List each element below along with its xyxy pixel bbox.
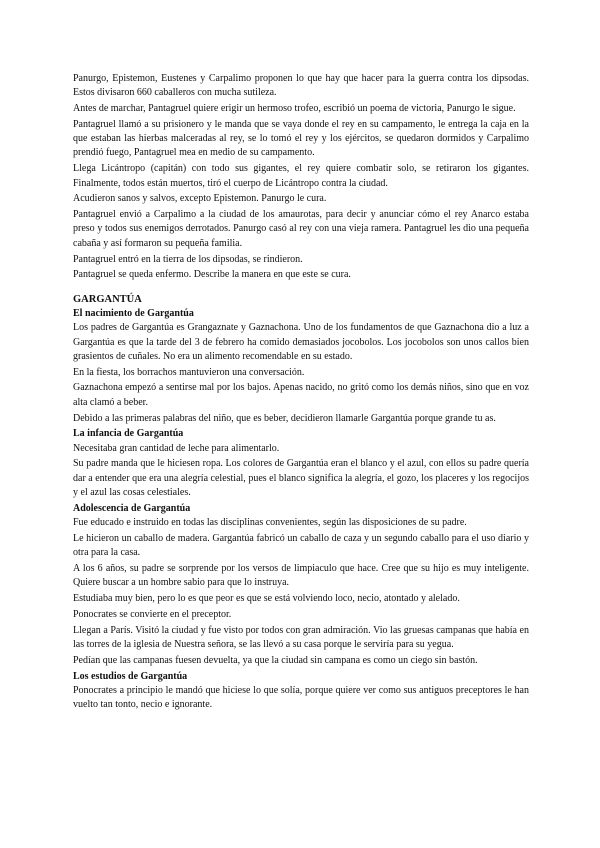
paragraph: En la fiesta, los borrachos mantuvieron una conversación. xyxy=(73,366,305,378)
subsection-heading: El nacimiento de Gargantúa xyxy=(73,307,194,319)
paragraph: Acudieron sanos y salvos, excepto Epistemon. Panurgo le cura. xyxy=(73,193,327,205)
paragraph: Ponocrates se convierte en el preceptor. xyxy=(73,608,232,620)
paragraph: Pedían que las campanas fuesen devuelta, ya que la ciudad sin campana es como un ciego sin bastón. xyxy=(73,654,478,666)
section-title-gargantua: GARGANTÚA xyxy=(73,293,142,305)
subsection-heading: La infancia de Gargantúa xyxy=(73,428,184,440)
document-page xyxy=(73,72,529,714)
paragraph: Debido a las primeras palabras del niño, que es beber, decidieron llamarle Gargantúa porque grande tu as. xyxy=(73,412,496,424)
paragraph: Gaznachona empezó a sentirse mal por los bajos. Apenas nacido, no gritó como los demás niños, sino que en voz alta clamó a beber. xyxy=(73,382,529,408)
paragraph: Llegan a París. Visitó la ciudad y fue visto por todos con gran admiración. Vio las gruesas campanas que había en las torres de la iglesia de Nuestra señora, se las llevó a su casa porque le serviría para su yegua. xyxy=(73,624,529,650)
paragraph: Llega Licántropo (capitán) con todo sus gigantes, el rey quiere combatir solo, se retiraron los gigantes. Finalmente, todos están muertos, tiró el cuerpo de Licántropo contra la ciudad. xyxy=(73,163,529,189)
paragraph: Pantagruel se queda enfermo. Describe la manera en que este se cura. xyxy=(73,269,351,281)
paragraph: Los padres de Gargantúa es Grangaznate y Gaznachona. Uno de los fundamentos de que Gaznachona dio a luz a Gargantúa es que la tarde del 3 de febrero ha comido demasiados jocobolos. Los jocobolos son unos callos bien grasientos de cuñales. No era un alimento recomendable en su estado. xyxy=(73,322,529,362)
paragraph: Ponocrates a principio le mandó que hiciese lo que solía, porque quiere ver como sus antiguos preceptores le han vuelto tan tonto, necio e ignorante. xyxy=(73,684,529,711)
subsection-heading: Los estudios de Gargantúa xyxy=(73,670,188,682)
paragraph: Su padre manda que le hiciesen ropa. Los colores de Gargantúa eran el blanco y el azul, con ellos su padre quería dar a entender que era una alegría celestial, pues el blanco significa la alegría, el gozo, los placeres y los regocijos y el azul las cosas celestiales. xyxy=(73,458,529,499)
paragraph: Necesitaba gran cantidad de leche para alimentarlo. xyxy=(73,442,280,454)
paragraph: Estudiaba muy bien, pero lo es que peor es que se está volviendo loco, necio, atontado y alelado. xyxy=(73,593,460,605)
paragraph: Pantagruel entró en la tierra de los dipsodas, se rindieron. xyxy=(73,253,303,265)
paragraph: Pantagruel envió a Carpalimo a la ciudad de los amaurotas, para decir y anunciar cómo el rey Anarco estaba preso y todos sus enemigos derrotados. Panurgo casó al rey con una vieja ramera. Pantagruel les dio una pequeña cabaña y así formaron su pequeña familia. xyxy=(73,209,529,249)
paragraph: Fue educado e instruido en todas las disciplinas convenientes, según las disposiciones de su padre. xyxy=(73,517,467,529)
paragraph: Panurgo, Epistemon, Eustenes y Carpalimo proponen lo que hay que hacer para la guerra contra los dipsodas. Estos divisaron 660 caballeros con mucha sutileza. xyxy=(73,73,529,99)
paragraph: Le hicieron un caballo de madera. Gargantúa fabricó un caballo de caza y un segundo caballo para el uso diario y otra para la casa. xyxy=(73,532,529,559)
paragraph: Pantagruel llamó a su prisionero y le manda que se vaya donde el rey en su campamento, le entrega la caja en la que estaban las hierbas malceradas al rey, se lo tomó el rey y los ejércitos, se quedaron dormidos y Carpalimo prendió fuego, Pantagruel mea en medio de su campamento. xyxy=(73,118,529,159)
paragraph: Antes de marchar, Pantagruel quiere erigir un hermoso trofeo, escribió un poema de victoria, Panurgo le sigue. xyxy=(73,103,516,115)
paragraph: A los 6 años, su padre se sorprende por los versos de limpiaculo que hace. Cree que su hijo es muy inteligente. Quiere buscar a un hombre sabio para que lo instruya. xyxy=(73,563,529,589)
subsection-heading: Adolescencia de Gargantúa xyxy=(73,502,191,514)
